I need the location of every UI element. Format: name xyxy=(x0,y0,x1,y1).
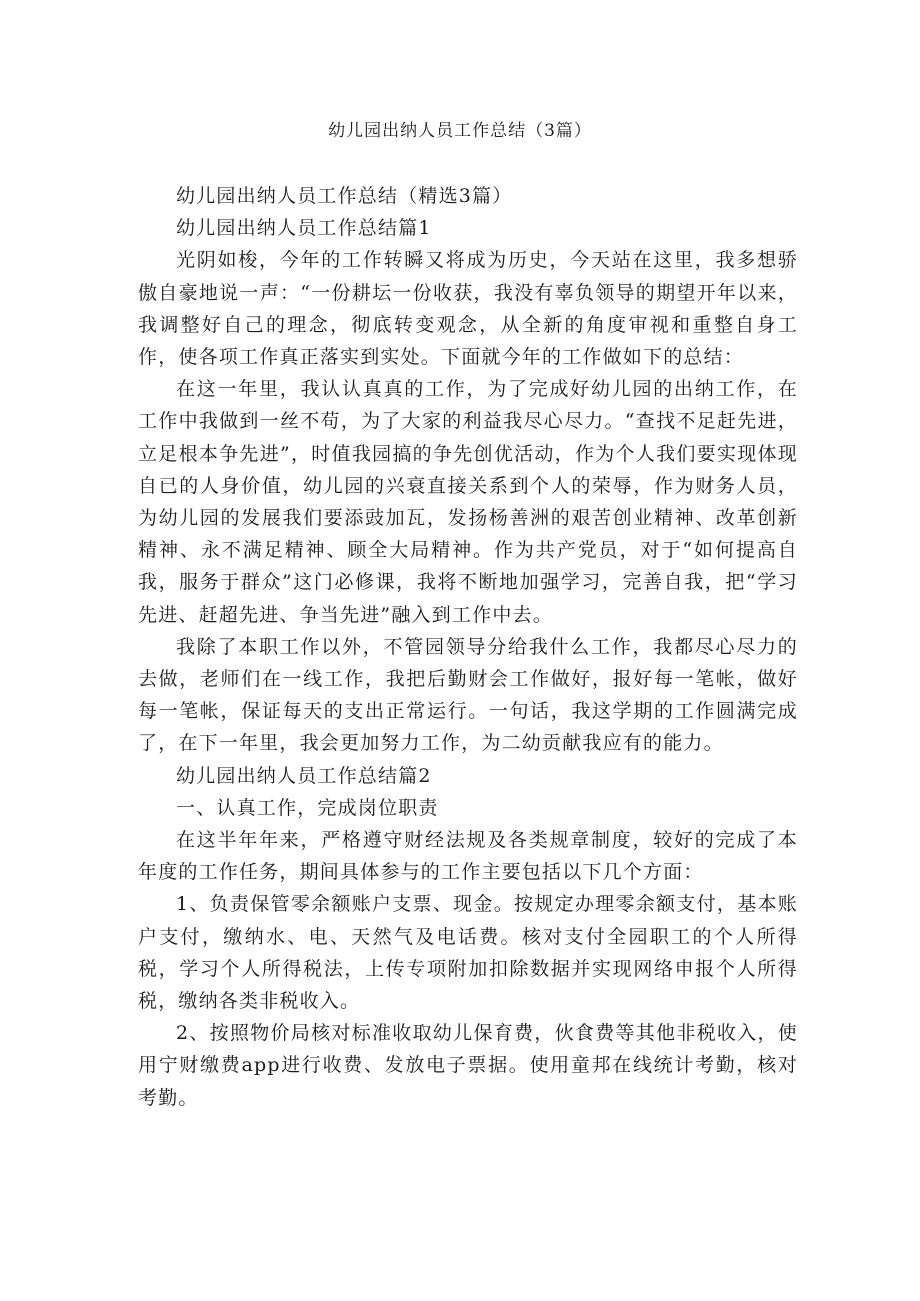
section1-paragraph: 光阴如梭，今年的工作转瞬又将成为历史，今天站在这里，我多想骄傲自豪地说一声：“一份耕坛一份收获，我没有辜负领导的期望开年以来，我调整好自己的理念，彻底转变观念，从全新的角度审视和重整自身工作，使各项工作真正落实到实处。下面就今年的工作做如下的总结： xyxy=(138,249,798,369)
document-subtitle: 幼儿园出纳人员工作总结（精选3篇） xyxy=(176,185,513,207)
section1-heading: 幼儿园出纳人员工作总结篇1 xyxy=(176,217,432,240)
section2-heading: 幼儿园出纳人员工作总结篇2 xyxy=(176,764,432,787)
document-body xyxy=(138,180,798,1114)
section2-paragraph: 在这半年年来，严格遵守财经法规及各类规章制度，较好的完成了本年度的工作任务，期间具体参与的工作主要包括以下几个方面： xyxy=(138,829,798,884)
section1-paragraph: 我除了本职工作以外，不管园领导分给我什么工作，我都尽心尽力的去做，老师们在一线工作，我把后勤财会工作做好，报好每一笔帐，做好每一笔帐，保证每天的支出正常运行。一句话，我这学期的工作圆满完成了，在下一年里，我会更加努力工作，为二幼贡献我应有的能力。 xyxy=(138,635,798,755)
document-title: 幼儿园出纳人员工作总结（3篇） xyxy=(328,121,592,141)
section1-paragraph: 在这一年里，我认认真真的工作，为了完成好幼儿园的出纳工作，在工作中我做到一丝不苟，为了大家的利益我尽心尽力。“查找不足赶先进，立足根本争先进”，时值我园搞的争先创优活动，作为个人我们要实现体现自已的人身价值，幼儿园的兴衰直接关系到个人的荣辱，作为财务人员，为幼儿园的发展我们要添豉加瓦，发扬杨善洲的艰苦创业精神、改革创新精神、永不满足精神、顾全大局精神。作为共产党员，对于“如何提高自我，服务于群众”这门必修课，我将不断地加强学习，完善自我，把“学习先进、赶超先进、争当先进”融入到工作中去。 xyxy=(138,378,798,626)
section2-paragraph: 2、按照物价局核对标准收取幼儿保育费，伙食费等其他非税收入，使用宁财缴费app进行收费、发放电子票据。使用童邦在线统计考勤，核对考勤。 xyxy=(138,1022,798,1109)
section2-paragraph: 1、负责保管零余额账户支票、现金。按规定办理零余额支付，基本账户支付，缴纳水、电、天然气及电话费。核对支付全园职工的个人所得税，学习个人所得税法，上传专项附加扣除数据并实现网络申报个人所得税，缴纳各类非税收入。 xyxy=(138,893,798,1013)
section2-subheading: 一、认真工作，完成岗位职责 xyxy=(176,796,439,819)
